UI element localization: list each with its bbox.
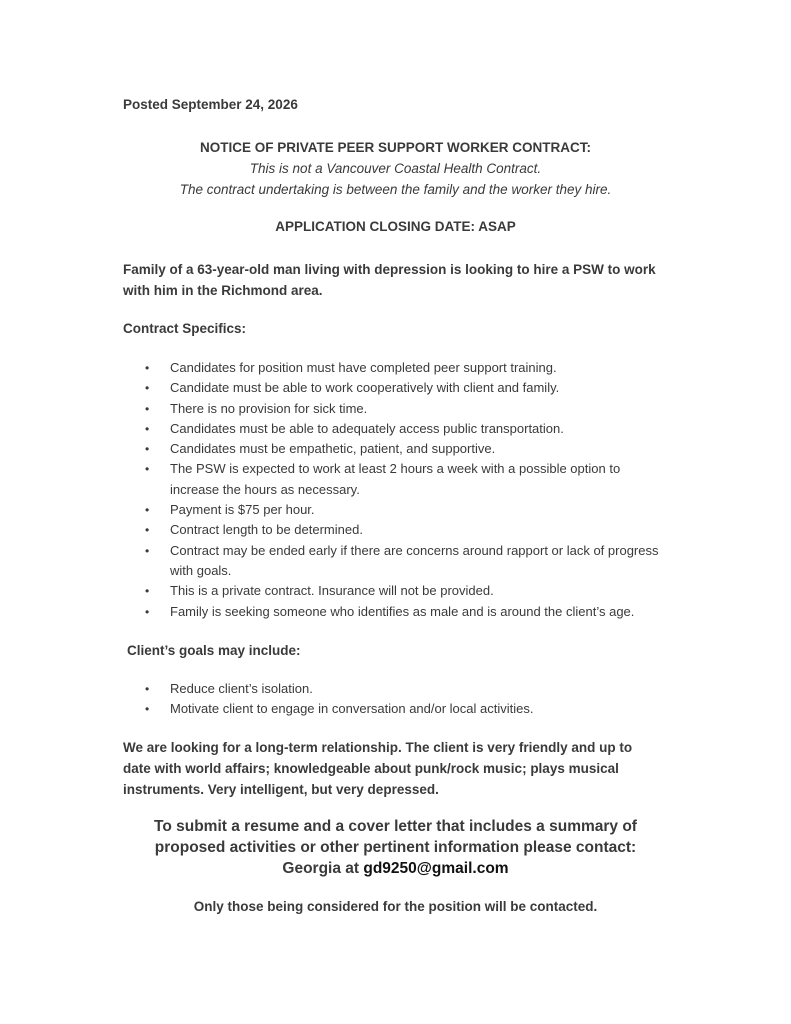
list-item xyxy=(0,520,670,540)
footer-note: Only those being considered for the position will be contacted. xyxy=(193,899,598,914)
list-item-text: Contract may be ended early if there are concerns around rapport or lack of progress with goals. xyxy=(170,542,659,578)
list-item-text: Contract length to be determined. xyxy=(170,522,363,538)
list-item-text: Motivate client to engage in conversation and/or local activities. xyxy=(170,701,534,717)
bullet-icon: • xyxy=(145,401,150,416)
bullet-icon: • xyxy=(145,604,150,619)
list-item-text: The PSW is expected to work at least 2 hours a week with a possible option to increase the hours as necessary. xyxy=(170,461,621,497)
list-item xyxy=(0,399,670,419)
list-item xyxy=(0,500,670,520)
bullet-icon: • xyxy=(145,503,150,518)
notice-block xyxy=(0,137,791,200)
notice-heading: NOTICE OF PRIVATE PEER SUPPORT WORKER CONTRACT: xyxy=(199,140,591,155)
client-goals-title: Client’s goals may include: xyxy=(127,643,301,658)
list-item xyxy=(0,581,670,601)
contact-email-link[interactable]: gd9250@gmail.com xyxy=(363,860,509,877)
notice-line-2: The contract undertaking is between the family and the worker they hire. xyxy=(179,182,612,197)
list-item-text: Candidate must be able to work cooperatively with client and family. xyxy=(170,380,560,396)
list-item-text: Family is seeking someone who identifies as male and is around the client’s age. xyxy=(170,603,635,619)
bullet-icon: • xyxy=(145,442,150,457)
bullet-icon: • xyxy=(145,702,150,717)
intro-paragraph: Family of a 63-year-old man living with depression is looking to hire a PSW to work with him in the Richmond area. xyxy=(123,262,656,298)
closing-date: APPLICATION CLOSING DATE: ASAP xyxy=(275,219,516,234)
submit-instructions xyxy=(0,816,791,879)
submit-line-2: proposed activities or other pertinent information please contact: xyxy=(154,839,637,856)
notice-line-1: This is not a Vancouver Coastal Health Contract. xyxy=(249,161,542,176)
list-item xyxy=(0,358,670,378)
bullet-icon: • xyxy=(145,682,150,696)
submit-line-1: To submit a resume and a cover letter that includes a summary of xyxy=(154,818,637,835)
bullet-icon: • xyxy=(145,462,150,477)
list-item xyxy=(0,419,670,439)
bullet-icon: • xyxy=(145,361,150,375)
closing-paragraph: We are looking for a long-term relationship. The client is very friendly and up to date with world affairs; knowledgeable about punk/rock music; plays musical instruments. Very intelligent, but very depressed. xyxy=(123,740,633,797)
contract-specifics-list xyxy=(0,358,670,622)
list-item xyxy=(0,439,670,459)
bullet-icon: • xyxy=(145,381,150,396)
contact-prefix: Georgia at xyxy=(282,860,364,877)
bullet-icon: • xyxy=(145,421,150,436)
list-item xyxy=(0,699,670,719)
list-item xyxy=(0,541,670,582)
list-item-text: Candidates must be able to adequately access public transportation. xyxy=(170,420,564,436)
bullet-icon: • xyxy=(145,523,150,538)
list-item-text: This is a private contract. Insurance will not be provided. xyxy=(170,583,494,599)
client-goals-list xyxy=(0,679,670,720)
contract-specifics-title: Contract Specifics: xyxy=(123,321,247,336)
list-item xyxy=(0,602,670,622)
list-item xyxy=(0,679,670,699)
list-item-text: Candidates for position must have completed peer support training. xyxy=(170,360,557,375)
list-item xyxy=(0,459,670,500)
contact-line xyxy=(0,858,791,879)
list-item xyxy=(0,378,670,398)
bullet-icon: • xyxy=(145,543,150,558)
bullet-icon: • xyxy=(145,584,150,599)
list-item-text: There is no provision for sick time. xyxy=(170,400,368,416)
posted-date: Posted September 24, 2026 xyxy=(123,97,298,112)
list-item-text: Reduce client’s isolation. xyxy=(170,681,313,696)
list-item-text: Candidates must be empathetic, patient, and supportive. xyxy=(170,441,496,457)
list-item-text: Payment is $75 per hour. xyxy=(170,502,315,518)
